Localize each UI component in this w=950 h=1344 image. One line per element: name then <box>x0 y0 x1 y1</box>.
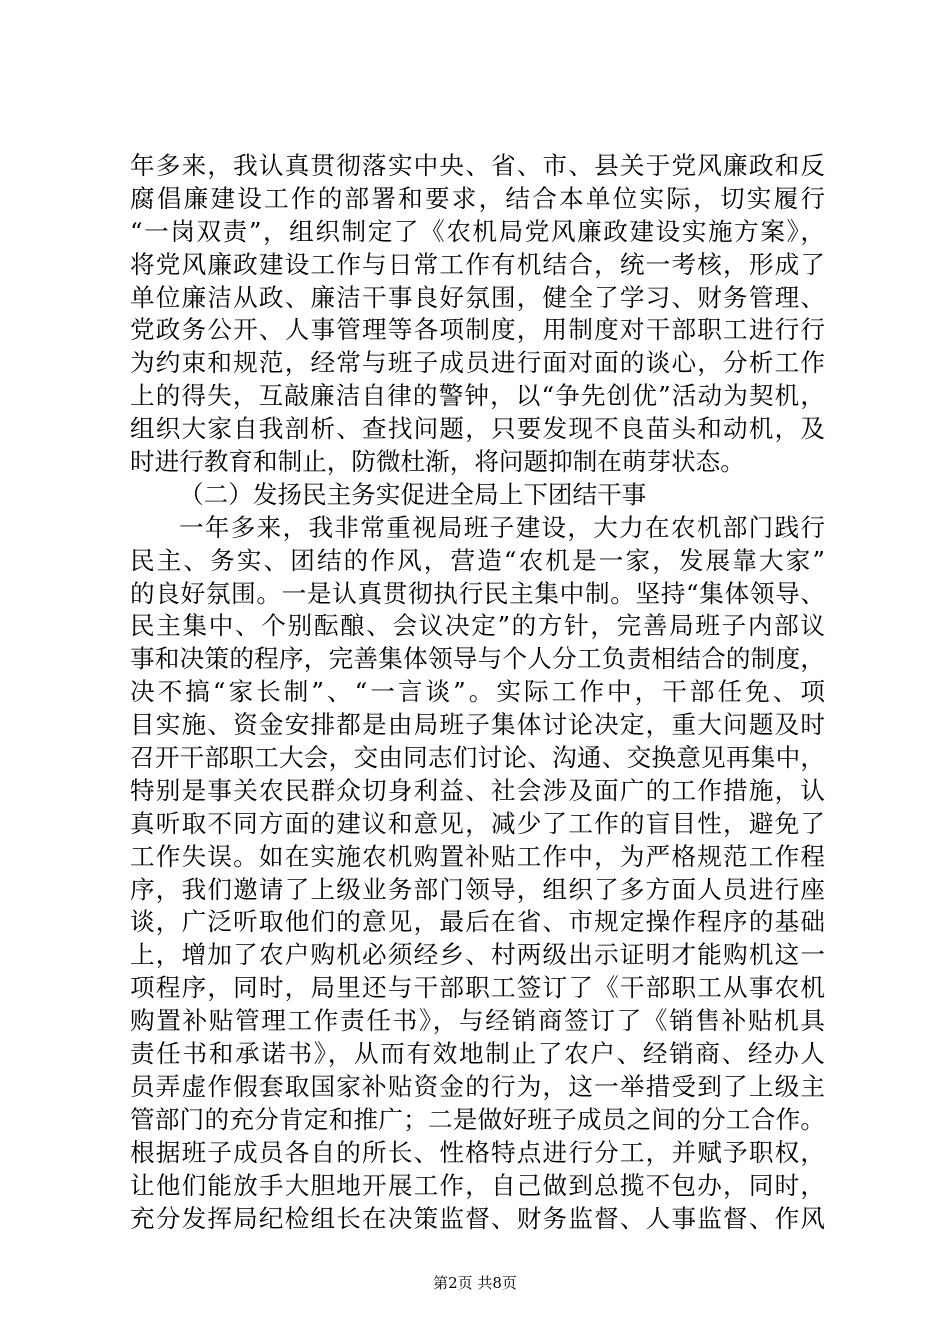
text-line: 为约束和规范，经常与班子成员进行面对面的谈心，分析工作 <box>130 348 825 378</box>
text-line: 时进行教育和制止，防微杜渐，将问题抑制在萌芽状态。 <box>130 447 745 477</box>
text-line: 特别是事关农民群众切身利益、社会涉及面广的工作措施，认 <box>130 775 825 805</box>
paragraph-1 <box>130 150 825 479</box>
text-line: 序，我们邀请了上级业务部门领导，组织了多方面人员进行座 <box>130 874 825 904</box>
text-line: 年多来，我认真贯彻落实中央、省、市、县关于党风廉政和反 <box>130 151 825 180</box>
text-line: 根据班子成员各自的所长、性格特点进行分工，并赋予职权， <box>130 1137 825 1167</box>
text-line: 目实施、资金安排都是由局班子集体讨论决定，重大问题及时 <box>130 710 825 740</box>
text-line: 购置补贴管理工作责任书》，与经销商签订了《销售补贴机具 <box>130 1006 825 1036</box>
text-line: 员弄虚作假套取国家补贴资金的行为，这一举措受到了上级主 <box>130 1071 825 1101</box>
text-line: 让他们能放手大胆地开展工作，自己做到总揽不包办，同时， <box>130 1170 825 1200</box>
text-line: 党政务公开、人事管理等各项制度，用制度对干部职工进行行 <box>130 315 825 345</box>
text-line: 上的得失，互敲廉洁自律的警钟，以“争先创优”活动为契机， <box>130 381 825 411</box>
text-line: 责任书和承诺书》，从而有效地制止了农户、经销商、经办人 <box>130 1039 825 1069</box>
text-line: 决不搞“家长制”、“一言谈”。实际工作中，干部任免、项 <box>130 677 825 707</box>
paragraph-2 <box>130 512 825 1236</box>
text-line: 充分发挥局纪检组长在决策监督、财务监督、人事监督、作风 <box>130 1203 825 1233</box>
text-line: 真听取不同方面的建议和意见，减少了工作的盲目性，避免了 <box>130 808 825 838</box>
text-line: 项程序，同时，局里还与干部职工签订了《干部职工从事农机 <box>130 973 825 1003</box>
text-line: 民主集中、个别酝酿、会议决定”的方针，完善局班子内部议 <box>130 611 825 641</box>
section-heading: （二）发扬民主务实促进全局上下团结干事 <box>179 479 647 509</box>
text-line: “一岗双责”，组织制定了《农机局党风廉政建设实施方案》， <box>130 216 825 246</box>
text-line: 谈，广泛听取他们的意见，最后在省、市规定操作程序的基础 <box>130 907 825 937</box>
page-footer: 第2页 共8页 <box>433 1274 517 1292</box>
text-line: 单位廉洁从政、廉洁干事良好氛围，健全了学习、财务管理、 <box>130 282 825 312</box>
text-line: 召开干部职工大会，交由同志们讨论、沟通、交换意见再集中， <box>130 743 825 773</box>
text-line: 上，增加了农户购机必须经乡、村两级出示证明才能购机这一 <box>130 940 825 970</box>
text-line: 将党风廉政建设工作与日常工作有机结合，统一考核，形成了 <box>130 249 825 279</box>
text-line: 工作失误。如在实施农机购置补贴工作中，为严格规范工作程 <box>130 841 825 871</box>
text-line: 事和决策的程序，完善集体领导与个人分工负责相结合的制度， <box>130 644 825 674</box>
text-line: 组织大家自我剖析、查找问题，只要发现不良苗头和动机，及 <box>130 414 825 444</box>
text-line: 腐倡廉建设工作的部署和要求，结合本单位实际，切实履行 <box>130 183 825 213</box>
text-line: 民主、务实、团结的作风，营造“农机是一家，发展靠大家” <box>130 545 825 575</box>
document-body <box>130 150 825 1235</box>
text-line: 的良好氛围。一是认真贯彻执行民主集中制。坚持“集体领导、 <box>130 578 825 608</box>
text-line: 管部门的充分肯定和推广；二是做好班子成员之间的分工合作。 <box>130 1104 825 1134</box>
text-line: 一年多来，我非常重视局班子建设，大力在农机部门践行 <box>179 512 825 542</box>
